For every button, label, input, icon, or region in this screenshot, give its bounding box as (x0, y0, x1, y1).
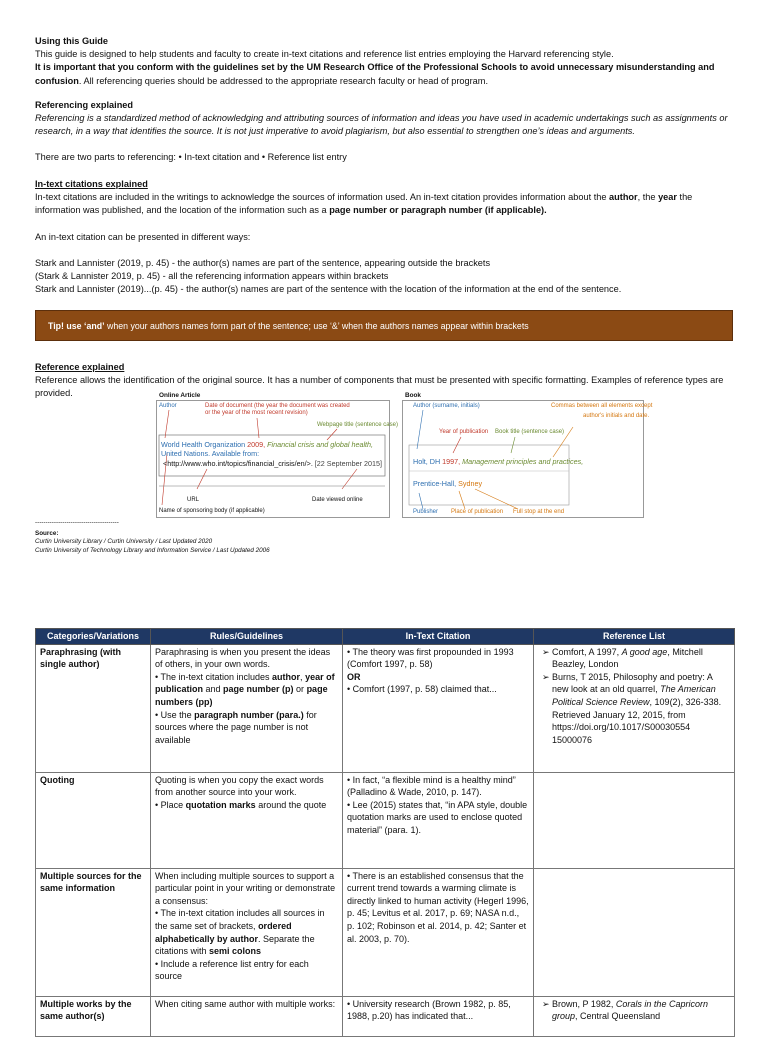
book-commas-label-1: Commas between all elements except (551, 403, 653, 409)
online-ref-line1: World Health Organization 2009, Financial crisis and global health, (161, 440, 374, 449)
book-figure (402, 400, 653, 518)
row-category: Quoting (36, 772, 151, 868)
row-intext: • University research (Brown 1982, p. 85, 1988, p.20) has indicated that... (343, 996, 534, 1036)
row-category: Multiple works by the same author(s) (36, 996, 151, 1036)
online-date-label-1: Date of document (the year the document was created (205, 403, 350, 409)
intext-heading: In-text citations explained (35, 179, 148, 189)
row-rules: Quoting is when you copy the exact words from another source into your work. • Place quotation marks around the quote (151, 772, 343, 868)
source-label: Source: (35, 530, 59, 537)
book-ref-line1: Holt, DH 1997, Management principles and practices, (413, 457, 584, 466)
source-line2: Curtin University of Technology Library and Information Service / Last Updated 2006 (35, 547, 270, 554)
intext-ways: An in-text citation can be presented in different ways: (35, 231, 251, 242)
book-title: Book (405, 392, 421, 399)
header-rules: Rules/Guidelines (151, 629, 343, 645)
row-category: Paraphrasing (with single author) (36, 644, 151, 772)
referencing-parts: There are two parts to referencing: • In-text citation and • Reference list entry (35, 151, 347, 162)
row-reference: ➢ Brown, P 1982, Corals in the Capricorn group, Central Queensland (534, 996, 735, 1036)
using-guide-line1: This guide is designed to help students and faculty to create in-text citations and reference list entries employing the Harvard referencing style. (35, 49, 614, 60)
tip-box: Tip! use ‘and’ when your authors names form part of the sentence; use ‘&’ when the authors names appear within brackets (35, 310, 733, 341)
intext-section (35, 178, 735, 296)
row-reference (534, 772, 735, 868)
row-rules: Paraphrasing is when you present the ideas of others, in your own words. • The in-text citation includes author, year of publication and page number (p) or page numbers (pp) • Use the paragraph number (para.) for sources where the page number is not available (151, 644, 343, 772)
row-reference (534, 868, 735, 996)
citation-table (35, 628, 735, 1037)
header-intext: In-Text Citation (343, 629, 534, 645)
using-guide-heading: Using this Guide (35, 36, 108, 46)
book-publisher-label: Publisher (413, 509, 439, 515)
book-place-label: Place of publication (451, 509, 504, 515)
referencing-section (35, 99, 735, 164)
table-row (36, 772, 735, 868)
book-commas-label-2: author's initials and date. (583, 413, 650, 419)
table-row (36, 868, 735, 996)
book-author-label: Author (surname, initials) (413, 403, 480, 409)
referencing-body: Referencing is a standardized method of acknowledging and attributing sources of information and ideas you have used in academic undertakings such as assignments or research, in a way that identifies the source. It is not just imperative to avoid plagiarism, but also essential to strengthen one’s ideas and arguments. (35, 113, 728, 137)
referencing-heading: Referencing explained (35, 100, 134, 110)
online-sponsor-label: Name of sponsoring body (if applicable) (159, 508, 265, 514)
source-line1: Curtin University Library / Curtin University / Last Updated 2020 (35, 538, 213, 545)
using-guide-section (35, 35, 735, 88)
intext-body: In-text citations are included in the writings to acknowledge the sources of information used. An in-text citation provides information about the author, the year the information was published, and the location of the information such as a page number or paragraph number (if applicable). (35, 192, 693, 216)
header-reference-list: Reference List (534, 629, 735, 645)
reference-heading: Reference explained (35, 362, 125, 372)
online-article-title: Online Article (159, 392, 201, 399)
online-date-viewed-label: Date viewed online (312, 497, 363, 503)
online-ref-line2: United Nations. Available from: (161, 449, 260, 458)
online-author-label: Author (159, 403, 177, 409)
reference-body: Reference allows the identification of the original source. It has a number of components that must be presented with specific formatting. Examples of reference types are provided. (35, 375, 724, 399)
table-header-row (36, 629, 735, 645)
reference-section (35, 361, 735, 401)
book-ref-line2: Prentice-Hall, Sydney (413, 479, 483, 488)
row-intext: • There is an established consensus that the current trend towards a warming climate is directly linked to human activity (Hegerl 1996, p. 45; Levitus et al. 2017, p. 69; NASA n.d., p. 102; Robinson et al. 2014, p. 42; Santer et al. 2003, p. 70). (343, 868, 534, 996)
online-article-figure (156, 400, 398, 518)
table-row (36, 644, 735, 772)
online-url-label: URL (187, 497, 200, 503)
row-intext: • The theory was first propounded in 1993 (Comfort 1997, p. 58) OR • Comfort (1997, p. 58) claimed that... (343, 644, 534, 772)
online-webpage-title-label: Webpage title (sentence case) (317, 422, 398, 428)
row-intext: • In fact, “a flexible mind is a healthy mind” (Palladino & Wade, 2010, p. 147). • Lee (2015) states that, “in APA style, double quotation marks are used to enclose quoted material” (para. 1). (343, 772, 534, 868)
intext-example-1: Stark and Lannister (2019, p. 45) - the author(s) names are part of the sentence, appearing outside the brackets (35, 257, 491, 268)
row-reference: ➢ Comfort, A 1997, A good age, Mitchell Beazley, London ➢ Burns, T 2015, Philosophy and poetry: A new look at an old quarrel, The American Political Science Review, 109(2), 326-338. Retrieved January 12, 2015, from https://doi.org/10.1017/S00030554 15000076 (534, 644, 735, 772)
source-rule: ---------------------------------------- (35, 519, 119, 526)
table-row (36, 996, 735, 1036)
intext-example-2: (Stark & Lannister 2019, p. 45) - all the referencing information appears within brackets (35, 271, 389, 282)
book-year-label: Year of publication (439, 429, 489, 435)
using-guide-line2: It is important that you conform with the guidelines set by the UM Research Office of the Professional Schools to avoid unnecessary misunderstanding and confusion. All referencing queries should be addressed to the appropriate research faculty or head of program. (35, 62, 715, 86)
row-category: Multiple sources for the same information (36, 868, 151, 996)
row-rules: When citing same author with multiple works: (151, 996, 343, 1036)
online-date-label-2: or the year of the most recent revision) (205, 410, 308, 416)
intext-example-3: Stark and Lannister (2019)...(p. 45) - the author(s) names are part of the sentence with the location of the information at the end of the sentence. (35, 284, 622, 295)
header-categories: Categories/Variations (36, 629, 151, 645)
row-rules: When including multiple sources to support a particular point in your writing or demonstrate a consensus: • The in-text citation includes all sources in the same set of brackets, ordered alphabetically by author. Separate the citations with semi colons • Include a reference list entry for each source (151, 868, 343, 996)
book-fullstop-label: Full stop at the end (513, 509, 565, 515)
book-title-label: Book title (sentence case) (495, 429, 565, 435)
online-ref-line3: <http://www.who.int/topics/financial_crisis/en/>. [22 September 2015] (163, 459, 382, 468)
